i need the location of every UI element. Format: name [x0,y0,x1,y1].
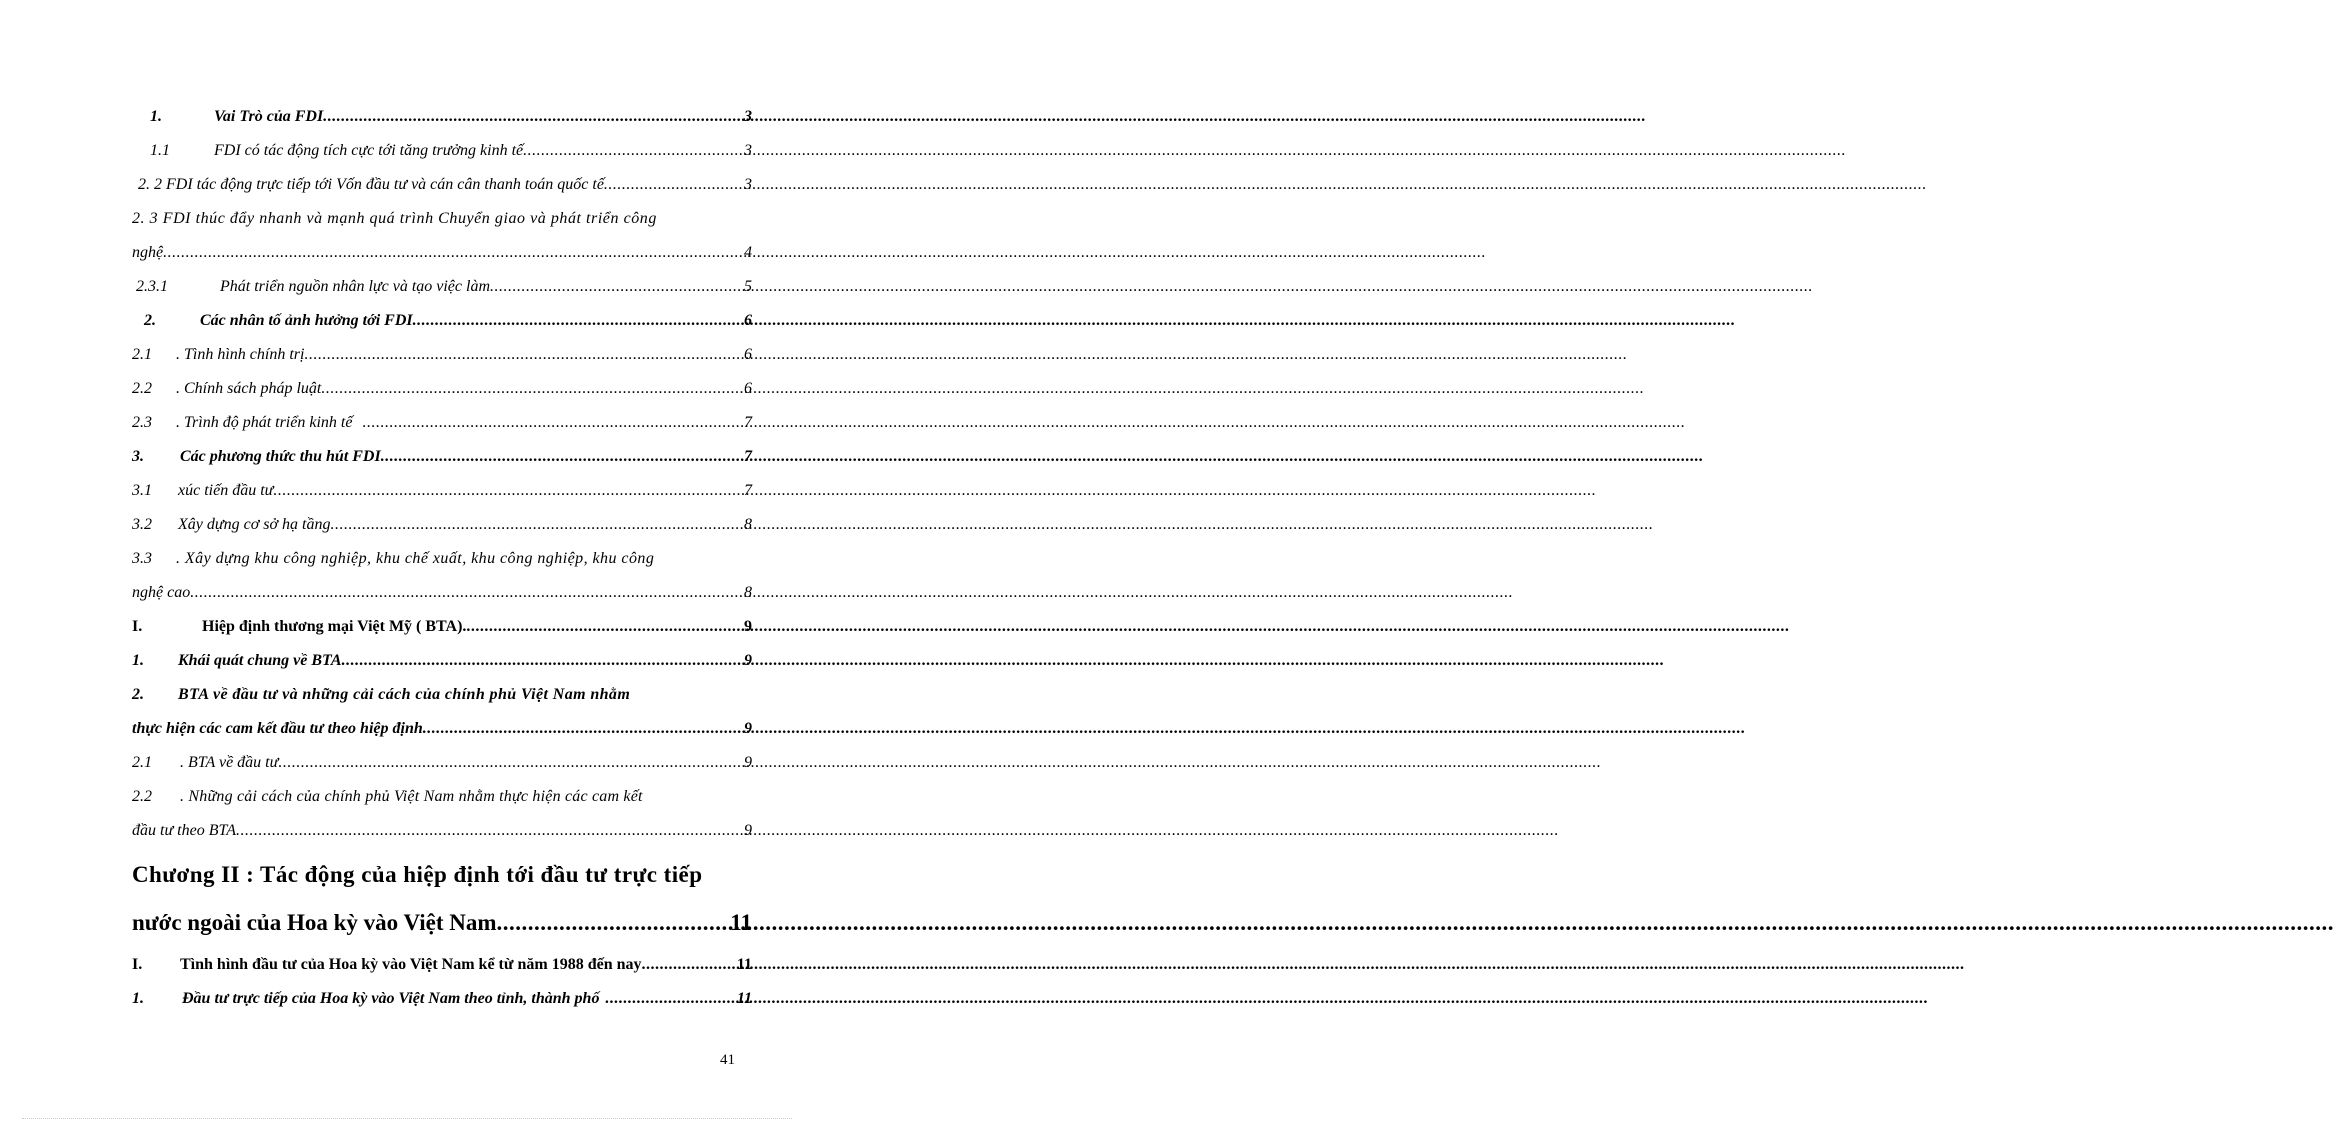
document-page [0,0,816,1123]
toc-entry-number: 2.3.1 [136,278,168,295]
toc-entry-title: Hiệp định thương mại Việt Mỹ ( BTA). [202,618,467,635]
dot-leader [362,406,733,440]
toc-entry-first-line[interactable] [132,678,752,712]
dot-leader [273,474,743,508]
toc-entry-number: 2.1 [132,754,152,771]
toc-entry-title: . Trình độ phát triển kinh tế [176,414,353,431]
toc-entry-number: 1.1 [150,142,170,159]
toc-entry[interactable] [132,100,752,134]
toc-entry-number: 3.1 [132,482,152,499]
toc-entry-page: 6 [744,346,752,363]
toc-entry-title: FDI có tác động tích cực tới tăng trưởng kinh tế [214,142,524,159]
toc-entry-number: 2.2 [132,380,152,397]
toc-entry-page: 3 [744,176,752,193]
toc-entry-title: Khái quát chung về BTA [178,652,342,669]
toc-entry-page: 9 [744,822,752,839]
toc-entry[interactable] [132,644,752,678]
toc-entry-page: 9 [744,652,752,669]
toc-entry-page: 6 [744,380,752,397]
toc-entry-title: . BTA về đầu tư [180,754,279,771]
toc-entry-number: 2.2 [132,788,152,805]
dot-leader [523,134,743,168]
toc-entry-number: 3. [132,448,144,465]
chapter-heading[interactable] [132,902,752,944]
toc-entry-page: 3 [744,108,752,125]
toc-entry[interactable] [132,168,752,202]
chapter-heading-line[interactable]: Chương II : Tác động của hiệp định tới đầu tư trực tiếp [132,862,703,887]
page-bottom-divider [22,1118,792,1119]
dot-leader [321,372,743,406]
toc-entry-page: 9 [744,720,752,737]
dot-leader [323,100,743,134]
toc-entry-page: 4 [744,244,752,261]
toc-entry-number: 2.3 [132,414,152,431]
toc-entry[interactable] [132,948,752,982]
toc-entry-number: 2.1 [132,346,152,363]
dot-leader [342,644,743,678]
toc-entry[interactable] [132,134,752,168]
toc-entry-page: 11 [736,990,752,1007]
toc-entry-title: thực hiện các cam kết đầu tư theo hiệp định [132,720,423,737]
dot-leader [190,576,743,610]
toc-entry[interactable] [132,338,752,372]
toc-entry-title: Xây dựng cơ sở hạ tầng [178,516,331,533]
toc-entry-title: Phát triển nguồn nhân lực và tạo việc làm [220,278,491,295]
toc-entry[interactable] [132,474,752,508]
toc-entry-page: 9 [744,618,752,635]
toc-entry[interactable] [132,508,752,542]
toc-entry[interactable] [132,746,752,780]
toc-entry-number: 3.3 [132,550,152,567]
toc-entry-title: . Chính sách pháp luật [176,380,322,397]
toc-entry-title: . Những cải cách của chính phủ Việt Nam nhằm thực hiện các cam kết [180,788,643,805]
toc-entry-title: Vai Trò của FDI [214,108,324,125]
toc-entry-title: Đầu tư trực tiếp của Hoa kỳ vào Việt Nam theo tỉnh, thành phố [182,990,600,1007]
dot-leader [466,610,743,644]
toc-entry-title: BTA về đầu tư và những cải cách của chính phủ Việt Nam nhằm [178,686,631,703]
dot-leader [330,508,743,542]
toc-entry[interactable] [132,440,752,474]
dot-leader [381,440,743,474]
toc-entry-first-line[interactable] [132,542,752,576]
toc-entry-number: 1. [150,108,162,125]
toc-entry-number: I. [132,956,143,973]
toc-entry-page: 7 [744,448,752,465]
toc-entry-title: xúc tiến đầu tư [178,482,274,499]
toc-entry[interactable] [132,814,752,848]
toc-entry[interactable] [132,372,752,406]
toc-entry-title: Tình hình đầu tư của Hoa kỳ vào Việt Nam kể từ năm 1988 đến nay [180,956,642,973]
toc-entry-page: 8 [744,584,752,601]
page-number: 41 [720,1052,735,1068]
toc-entry-title: Các phương thức thu hút FDI [180,448,381,465]
toc-entry-number: I. [132,618,143,635]
dot-leader [423,712,743,746]
toc-entry-number: 2. [132,686,144,703]
toc-entry-title: đầu tư theo BTA [132,822,236,839]
dot-leader [604,168,743,202]
toc-entry-page: 7 [744,414,752,431]
dot-leader [605,982,735,1016]
dot-leader [490,270,743,304]
dot-leader [236,814,743,848]
dot-leader [163,236,743,270]
toc-entry-page: 8 [744,516,752,533]
dot-leader [642,948,736,982]
toc-entry-page: 7 [744,482,752,499]
toc-entry-first-line[interactable]: 2. 3 FDI thúc đẩy nhanh và mạnh quá trình Chuyển giao và phát triển công [132,210,657,227]
toc-entry-title: nghệ [132,244,164,261]
toc-entry-page: 3 [744,142,752,159]
dot-leader [304,338,743,372]
toc-entry-title: . Xây dựng khu công nghiệp, khu chế xuất, khu công nghiệp, khu công [176,550,655,567]
toc-entry[interactable] [132,236,752,270]
chapter-page: 11 [730,910,752,935]
toc-entry-number: 1. [132,652,144,669]
toc-entry[interactable] [132,304,752,338]
toc-entry-title: Các nhân tố ảnh hưởng tới FDI [200,312,413,329]
toc-entry-page: 6 [744,312,752,329]
dot-leader [278,746,743,780]
dot-leader [497,902,730,944]
toc-entry[interactable] [132,576,752,610]
toc-entry-number: 1. [132,990,144,1007]
toc-entry[interactable] [132,982,752,1016]
toc-entry-title: nghệ cao [132,584,191,601]
toc-entry-title: 2. 2 FDI tác động trực tiếp tới Vốn đầu tư và cán cân thanh toán quốc tế [138,176,604,193]
dot-leader [413,304,743,338]
toc-entry-page: 11 [736,956,752,973]
toc-entry-page: 9 [744,754,752,771]
toc-entry[interactable] [132,712,752,746]
toc-entry-title: . Tình hình chính trị [176,346,305,363]
toc-entry[interactable] [132,270,752,304]
table-of-contents [132,100,752,1016]
toc-entry[interactable] [132,610,752,644]
toc-entry-page: 5 [744,278,752,295]
toc-entry-number: 3.2 [132,516,152,533]
chapter-title: nước ngoài của Hoa kỳ vào Việt Nam [132,910,497,935]
toc-entry-first-line[interactable] [132,780,752,814]
toc-entry-number: 2. [144,312,156,329]
toc-entry[interactable] [132,406,752,440]
